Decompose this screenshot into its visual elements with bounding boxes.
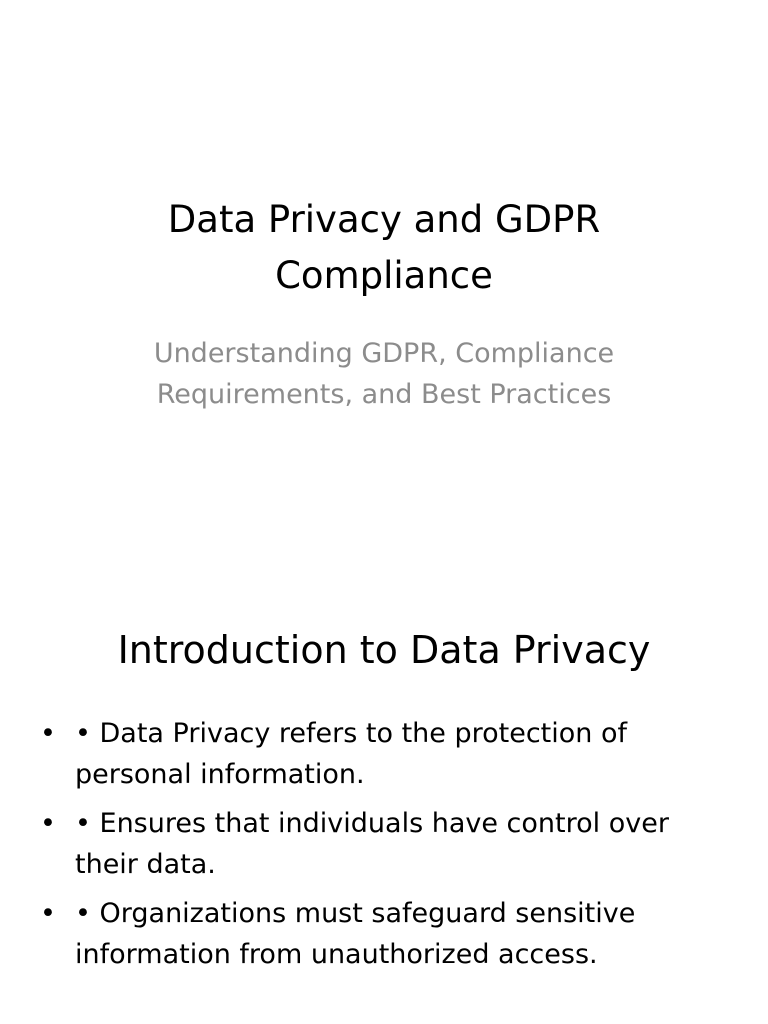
list-item — [40, 713, 728, 795]
bullet-text: • Data Privacy refers to the protection of personal information. — [75, 718, 627, 790]
bullet-list — [40, 713, 728, 983]
slide-subtitle: Understanding GDPR, Compliance Requirements, and Best Practices — [153, 338, 615, 410]
bullet-icon: • — [40, 898, 56, 929]
list-item — [40, 893, 728, 975]
bullet-text: • Ensures that individuals have control over their data. — [75, 808, 669, 880]
list-item — [40, 803, 728, 885]
bullet-text: • Organizations must safeguard sensitive information from unauthorized access. — [75, 898, 636, 970]
slide-title: Data Privacy and GDPR Compliance — [167, 198, 601, 297]
content-slide — [0, 576, 768, 1024]
bullet-icon: • — [40, 718, 56, 749]
slide-title: Introduction to Data Privacy — [117, 628, 651, 672]
bullet-icon: • — [40, 808, 56, 839]
